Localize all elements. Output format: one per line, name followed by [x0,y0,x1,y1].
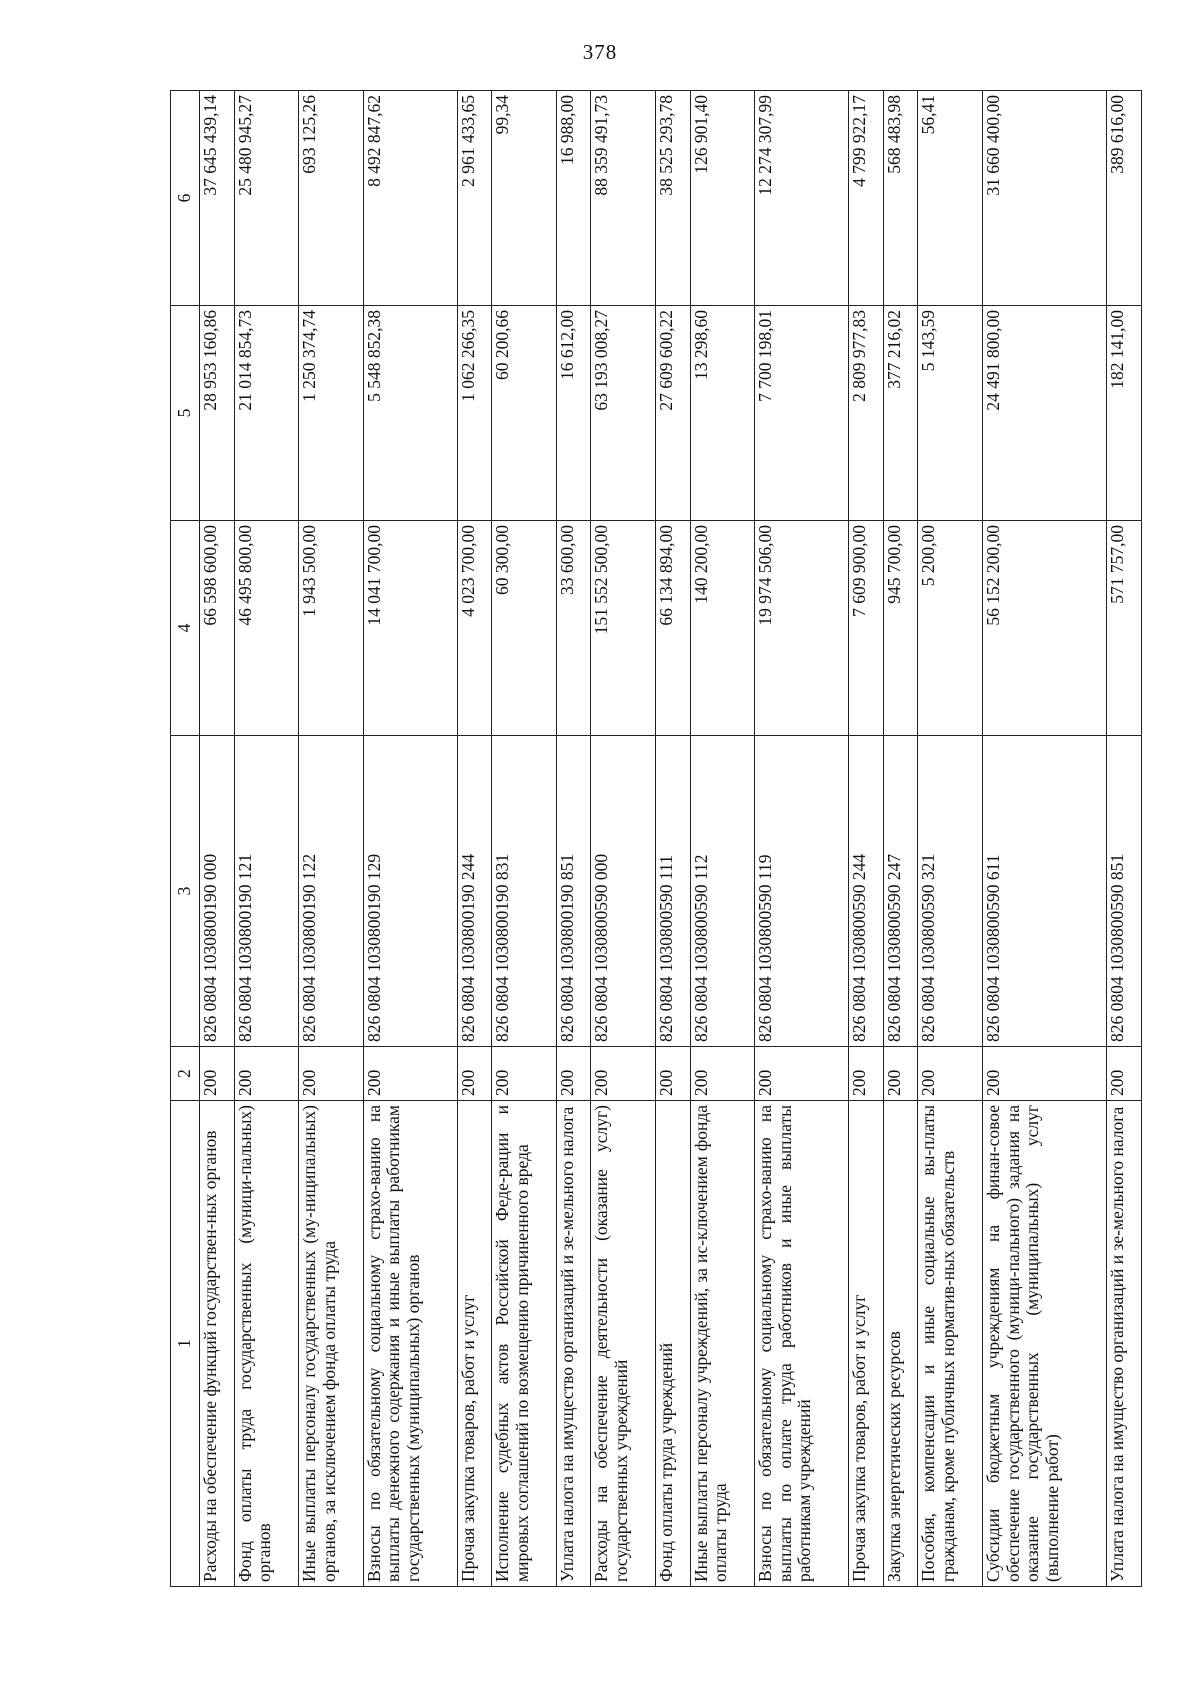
row-executed: 21 014 854,73 [234,306,298,521]
row-kbk: 826 0804 1030800590 244 [849,736,884,1047]
table-row [754,91,848,1587]
row-approved: 33 600,00 [556,521,591,736]
row-remaining: 12 274 307,99 [754,91,848,306]
table-row [918,91,982,1587]
row-approved: 140 200,00 [690,521,754,736]
row-code: 200 [591,1047,655,1101]
table-row [982,91,1106,1587]
row-remaining: 2 961 433,65 [457,91,492,306]
row-name: Иные выплаты персоналу государственных (му-ниципальных) органов, за исключением фонда оплаты труда [299,1101,363,1587]
row-kbk: 826 0804 1030800590 247 [883,736,918,1047]
table-row [200,91,235,1587]
rotated-table-container [170,91,1142,1587]
row-kbk: 826 0804 1030800190 122 [299,736,363,1047]
row-code: 200 [655,1047,690,1101]
row-executed: 377 216,02 [883,306,918,521]
row-name: Субсидии бюджетным учреждениям на финан-совое обеспечение государственного (муници-пального) задания на оказание государственных (муниципальных) услуг (выполнение работ) [982,1101,1106,1587]
row-code: 200 [457,1047,492,1101]
row-kbk: 826 0804 1030800590 611 [982,736,1106,1047]
row-approved: 14 041 700,00 [363,521,457,736]
row-remaining: 389 616,00 [1107,91,1142,306]
row-kbk: 826 0804 1030800190 244 [457,736,492,1047]
row-name: Закупка энергетических ресурсов [883,1101,918,1587]
row-remaining: 8 492 847,62 [363,91,457,306]
row-kbk: 826 0804 1030800190 831 [492,736,556,1047]
row-executed: 2 809 977,83 [849,306,884,521]
row-approved: 66 598 600,00 [200,521,235,736]
table-row [363,91,457,1587]
row-executed: 1 250 374,74 [299,306,363,521]
row-approved: 1 943 500,00 [299,521,363,736]
row-approved: 66 134 894,00 [655,521,690,736]
row-name: Взносы по обязательному социальному страхо-ванию на выплаты денежного содержания и иные выплаты работникам государственных (муниципальных) органов [363,1101,457,1587]
row-code: 200 [363,1047,457,1101]
row-remaining: 37 645 439,14 [200,91,235,306]
table-row [849,91,884,1587]
table-row [690,91,754,1587]
row-code: 200 [492,1047,556,1101]
row-approved: 46 495 800,00 [234,521,298,736]
row-kbk: 826 0804 1030800590 111 [655,736,690,1047]
row-remaining: 568 483,98 [883,91,918,306]
row-remaining: 31 660 400,00 [982,91,1106,306]
row-code: 200 [1107,1047,1142,1101]
row-kbk: 826 0804 1030800190 129 [363,736,457,1047]
row-name: Взносы по обязательному социальному страхо-ванию на выплаты по оплате труда работников и иные выплаты работникам учреждений [754,1101,848,1587]
row-approved: 4 023 700,00 [457,521,492,736]
row-code: 200 [200,1047,235,1101]
table-row [655,91,690,1587]
row-remaining: 693 125,26 [299,91,363,306]
header-cell: 5 [171,306,200,521]
row-code: 200 [299,1047,363,1101]
row-remaining: 99,34 [492,91,556,306]
row-executed: 5 548 852,38 [363,306,457,521]
header-cell: 6 [171,91,200,306]
row-code: 200 [690,1047,754,1101]
table-row [1107,91,1142,1587]
row-name: Уплата налога на имущество организаций и зе-мельного налога [1107,1101,1142,1587]
row-kbk: 826 0804 1030800190 121 [234,736,298,1047]
row-executed: 60 200,66 [492,306,556,521]
table-row [492,91,556,1587]
header-cell: 3 [171,736,200,1047]
row-name: Пособия, компенсации и иные социальные вы-платы гражданам, кроме публичных норматив-ных обязательств [918,1101,982,1587]
row-approved: 5 200,00 [918,521,982,736]
row-code: 200 [918,1047,982,1101]
row-kbk: 826 0804 1030800190 000 [200,736,235,1047]
row-name: Расходы на обеспечение деятельности (оказание услуг) государственных учреждений [591,1101,655,1587]
header-row [171,91,200,1587]
row-approved: 571 757,00 [1107,521,1142,736]
row-name: Расходы на обеспечение функций государствен-ных органов [200,1101,235,1587]
row-code: 200 [556,1047,591,1101]
row-approved: 60 300,00 [492,521,556,736]
row-executed: 24 491 800,00 [982,306,1106,521]
row-executed: 63 193 008,27 [591,306,655,521]
row-remaining: 25 480 945,27 [234,91,298,306]
row-remaining: 56,41 [918,91,982,306]
row-kbk: 826 0804 1030800590 112 [690,736,754,1047]
row-executed: 7 700 198,01 [754,306,848,521]
row-approved: 19 974 506,00 [754,521,848,736]
row-approved: 7 609 900,00 [849,521,884,736]
row-executed: 5 143,59 [918,306,982,521]
header-cell: 4 [171,521,200,736]
row-code: 200 [982,1047,1106,1101]
row-executed: 16 612,00 [556,306,591,521]
row-name: Фонд оплаты труда учреждений [655,1101,690,1587]
header-cell: 1 [171,1101,200,1587]
table-row [556,91,591,1587]
table-row [234,91,298,1587]
row-remaining: 16 988,00 [556,91,591,306]
row-executed: 182 141,00 [1107,306,1142,521]
table-row [591,91,655,1587]
row-executed: 1 062 266,35 [457,306,492,521]
table-row [457,91,492,1587]
row-name: Уплата налога на имущество организаций и зе-мельного налога [556,1101,591,1587]
row-kbk: 826 0804 1030800590 000 [591,736,655,1047]
row-remaining: 126 901,40 [690,91,754,306]
row-name: Прочая закупка товаров, работ и услуг [457,1101,492,1587]
row-kbk: 826 0804 1030800590 851 [1107,736,1142,1047]
row-remaining: 4 799 922,17 [849,91,884,306]
row-name: Прочая закупка товаров, работ и услуг [849,1101,884,1587]
row-kbk: 826 0804 1030800590 321 [918,736,982,1047]
row-executed: 13 298,60 [690,306,754,521]
row-remaining: 88 359 491,73 [591,91,655,306]
row-kbk: 826 0804 1030800590 119 [754,736,848,1047]
row-approved: 151 552 500,00 [591,521,655,736]
table-row [299,91,363,1587]
row-approved: 945 700,00 [883,521,918,736]
row-kbk: 826 0804 1030800190 851 [556,736,591,1047]
row-approved: 56 152 200,00 [982,521,1106,736]
table-row [883,91,918,1587]
page-number: 378 [582,40,618,64]
row-executed: 27 609 600,22 [655,306,690,521]
row-remaining: 38 525 293,78 [655,91,690,306]
row-code: 200 [234,1047,298,1101]
budget-table [170,90,1142,1587]
row-name: Исполнение судебных актов Российской Феде-рации и мировых соглашений по возмещению причиненного вреда [492,1101,556,1587]
row-name: Иные выплаты персоналу учреждений, за ис-ключением фонда оплаты труда [690,1101,754,1587]
row-code: 200 [883,1047,918,1101]
row-name: Фонд оплаты труда государственных (муници-пальных) органов [234,1101,298,1587]
header-cell: 2 [171,1047,200,1101]
row-code: 200 [849,1047,884,1101]
row-executed: 28 953 160,86 [200,306,235,521]
row-code: 200 [754,1047,848,1101]
